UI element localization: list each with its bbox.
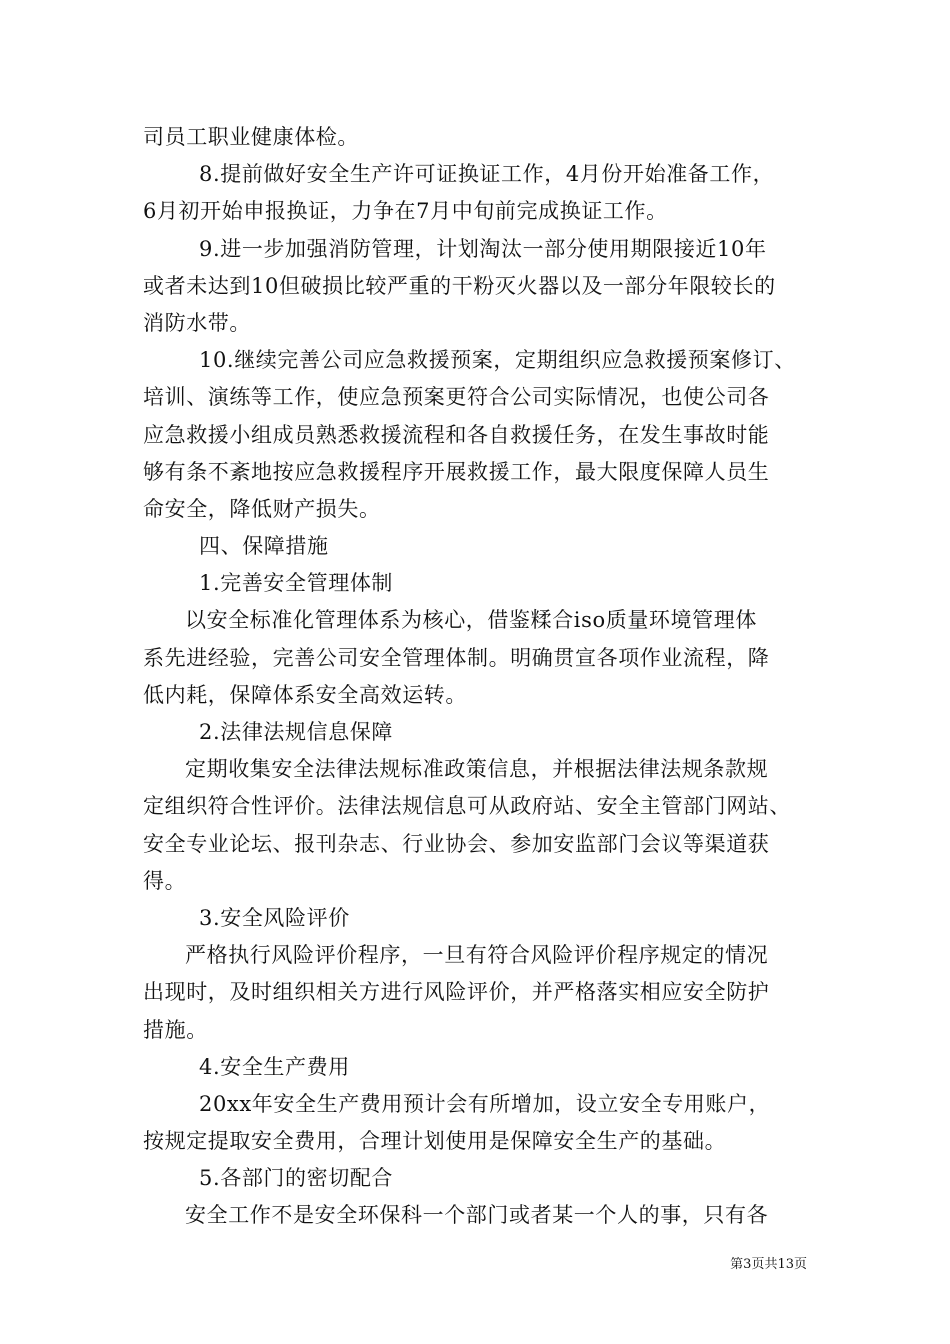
- text-line: 安全专业论坛、报刊杂志、行业协会、参加安监部门会议等渠道获: [143, 831, 770, 856]
- text-line: 严格执行风险评价程序，一旦有符合风险评价程序规定的情况: [185, 943, 769, 968]
- document-body: [143, 119, 815, 1235]
- text-line: 以安全标准化管理体系为核心，借鉴糅合iso质量环境管理体: [185, 608, 757, 633]
- text-line: 6月初开始申报换证，力争在7月中旬前完成换证工作。: [143, 199, 668, 224]
- text-line: 9.进一步加强消防管理，计划淘汰一部分使用期限接近10年: [199, 236, 767, 261]
- text-line: 四、保障措施: [199, 534, 329, 559]
- text-line: 3.安全风险评价: [199, 905, 350, 930]
- text-line: 1.完善安全管理体制: [199, 571, 394, 596]
- text-line: 定组织符合性评价。法律法规信息可从政府站、安全主管部门网站、: [143, 794, 791, 819]
- text-line: 4.安全生产费用: [199, 1054, 350, 1079]
- text-line: 安全工作不是安全环保科一个部门或者某一个人的事，只有各: [185, 1203, 769, 1228]
- text-line: 8.提前做好安全生产许可证换证工作，4月份开始准备工作，: [199, 162, 775, 187]
- text-line: 措施。: [143, 1017, 208, 1042]
- text-line: 低内耗，保障体系安全高效运转。: [143, 682, 467, 707]
- text-line: 得。: [143, 868, 187, 893]
- page-footer: 第3页共13页: [730, 1257, 807, 1272]
- text-line: 20xx年安全生产费用预计会有所增加，设立安全专用账户，: [199, 1091, 771, 1116]
- text-line: 2.法律法规信息保障: [199, 720, 394, 744]
- text-line: 命安全，降低财产损失。: [143, 496, 381, 521]
- text-line: 5.各部门的密切配合: [199, 1166, 394, 1191]
- text-line: 应急救援小组成员熟悉救援流程和各自救援任务，在发生事故时能: [143, 422, 770, 447]
- text-line: 按规定提取安全费用，合理计划使用是保障安全生产的基础。: [143, 1129, 727, 1154]
- text-line: 或者未达到10但破损比较严重的干粉灭火器以及一部分年限较长的: [143, 273, 776, 298]
- text-line: 司员工职业健康体检。: [143, 125, 359, 149]
- text-line: 定期收集安全法律法规标准政策信息，并根据法律法规条款规: [185, 757, 769, 782]
- text-line: 出现时，及时组织相关方进行风险评价，并严格落实相应安全防护: [143, 980, 770, 1005]
- text-line: 消防水带。: [143, 310, 251, 335]
- text-line: 10.继续完善公司应急救援预案，定期组织应急救援预案修订、: [199, 348, 796, 373]
- text-line: 够有条不紊地按应急救援程序开展救援工作，最大限度保障人员生: [143, 459, 770, 484]
- text-line: 培训、演练等工作，使应急预案更符合公司实际情况，也使公司各: [143, 385, 770, 410]
- text-line: 系先进经验，完善公司安全管理体制。明确贯宣各项作业流程，降: [143, 645, 770, 670]
